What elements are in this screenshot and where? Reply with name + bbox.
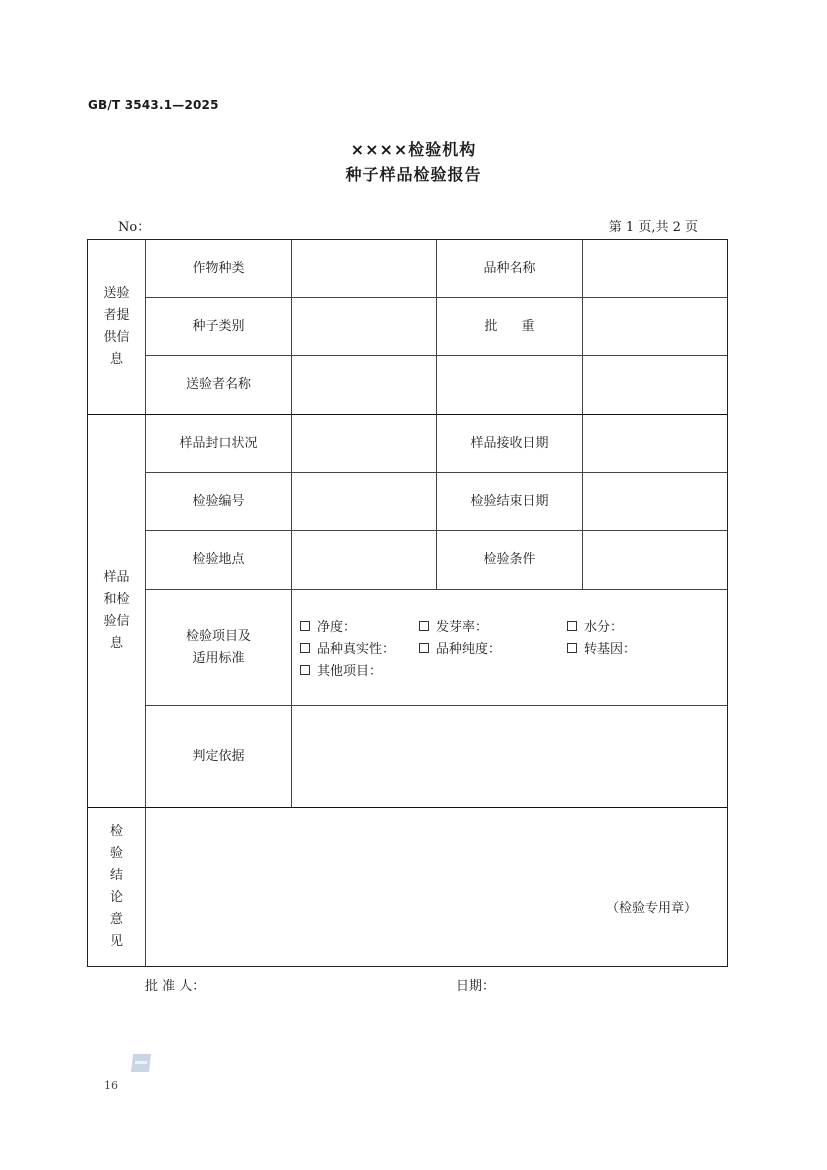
institution-title: ××××检验机构 — [350, 140, 477, 159]
value-variety-name[interactable] — [583, 240, 727, 298]
value-test-number[interactable] — [292, 473, 437, 531]
report-number-label: No： — [118, 220, 151, 235]
checkbox-purity[interactable]: 净度： — [300, 616, 356, 635]
checkbox-other-items[interactable]: 其他项目： — [300, 660, 382, 679]
conclusion-area[interactable] — [146, 808, 727, 966]
value-seal-status[interactable] — [292, 415, 437, 473]
approver-label: 批 准 人： — [145, 979, 206, 994]
value-submitter-name-2[interactable] — [437, 356, 583, 415]
value-submitter-name-3[interactable] — [583, 356, 727, 415]
label-seal-status: 样品封口状况 — [146, 415, 292, 473]
checkbox-icon[interactable] — [419, 621, 429, 631]
report-title: 种子样品检验报告 — [345, 165, 482, 184]
value-judgment-basis[interactable] — [292, 706, 727, 808]
label-test-items: 检验项目及 适用标准 — [146, 590, 292, 706]
section-sample-info: 样品 和检 验信 息 — [88, 415, 146, 808]
value-lot-weight[interactable] — [583, 298, 727, 356]
label-test-conditions: 检验条件 — [437, 531, 583, 590]
checkbox-icon[interactable] — [567, 621, 577, 631]
date-label: 日期： — [456, 979, 496, 994]
checkbox-icon[interactable] — [300, 665, 310, 675]
label-receipt-date: 样品接收日期 — [437, 415, 583, 473]
test-items-checklist — [292, 590, 727, 706]
page-number: 16 — [104, 1079, 118, 1092]
standard-number: GB/T 3543.1—2025 — [88, 98, 219, 112]
label-test-end-date: 检验结束日期 — [437, 473, 583, 531]
inspection-report-form — [87, 239, 728, 967]
checkbox-gmo[interactable]: 转基因： — [567, 638, 636, 657]
value-submitter-name-1[interactable] — [292, 356, 437, 415]
checkbox-icon[interactable] — [300, 621, 310, 631]
label-crop-type: 作物种类 — [146, 240, 292, 298]
value-test-location[interactable] — [292, 531, 437, 590]
checkbox-germination[interactable]: 发芽率： — [419, 616, 488, 635]
label-seed-category: 种子类别 — [146, 298, 292, 356]
label-submitter-name: 送验者名称 — [146, 356, 292, 415]
label-judgment-basis: 判定依据 — [146, 706, 292, 808]
label-test-number: 检验编号 — [146, 473, 292, 531]
value-receipt-date[interactable] — [583, 415, 727, 473]
checkbox-icon[interactable] — [567, 643, 577, 653]
official-seal-note: （检验专用章） — [605, 901, 697, 916]
checkbox-icon[interactable] — [300, 643, 310, 653]
value-test-end-date[interactable] — [583, 473, 727, 531]
checkbox-moisture[interactable]: 水分： — [567, 616, 623, 635]
value-test-conditions[interactable] — [583, 531, 727, 590]
checkbox-variety-authenticity[interactable]: 品种真实性： — [300, 638, 395, 657]
label-variety-name: 品种名称 — [437, 240, 583, 298]
label-test-location: 检验地点 — [146, 531, 292, 590]
value-seed-category[interactable] — [292, 298, 437, 356]
checkbox-variety-purity[interactable]: 品种纯度： — [419, 638, 501, 657]
checkbox-icon[interactable] — [419, 643, 429, 653]
value-crop-type[interactable] — [292, 240, 437, 298]
label-lot-weight: 批重 — [437, 298, 583, 356]
page-count: 第 1 页,共 2 页 — [608, 220, 698, 235]
section-submitter-info: 送验 者提 供信 息 — [88, 240, 146, 415]
section-conclusion: 检 验 结 论 意 见 — [88, 808, 146, 966]
sac-logo-icon — [129, 1052, 153, 1074]
